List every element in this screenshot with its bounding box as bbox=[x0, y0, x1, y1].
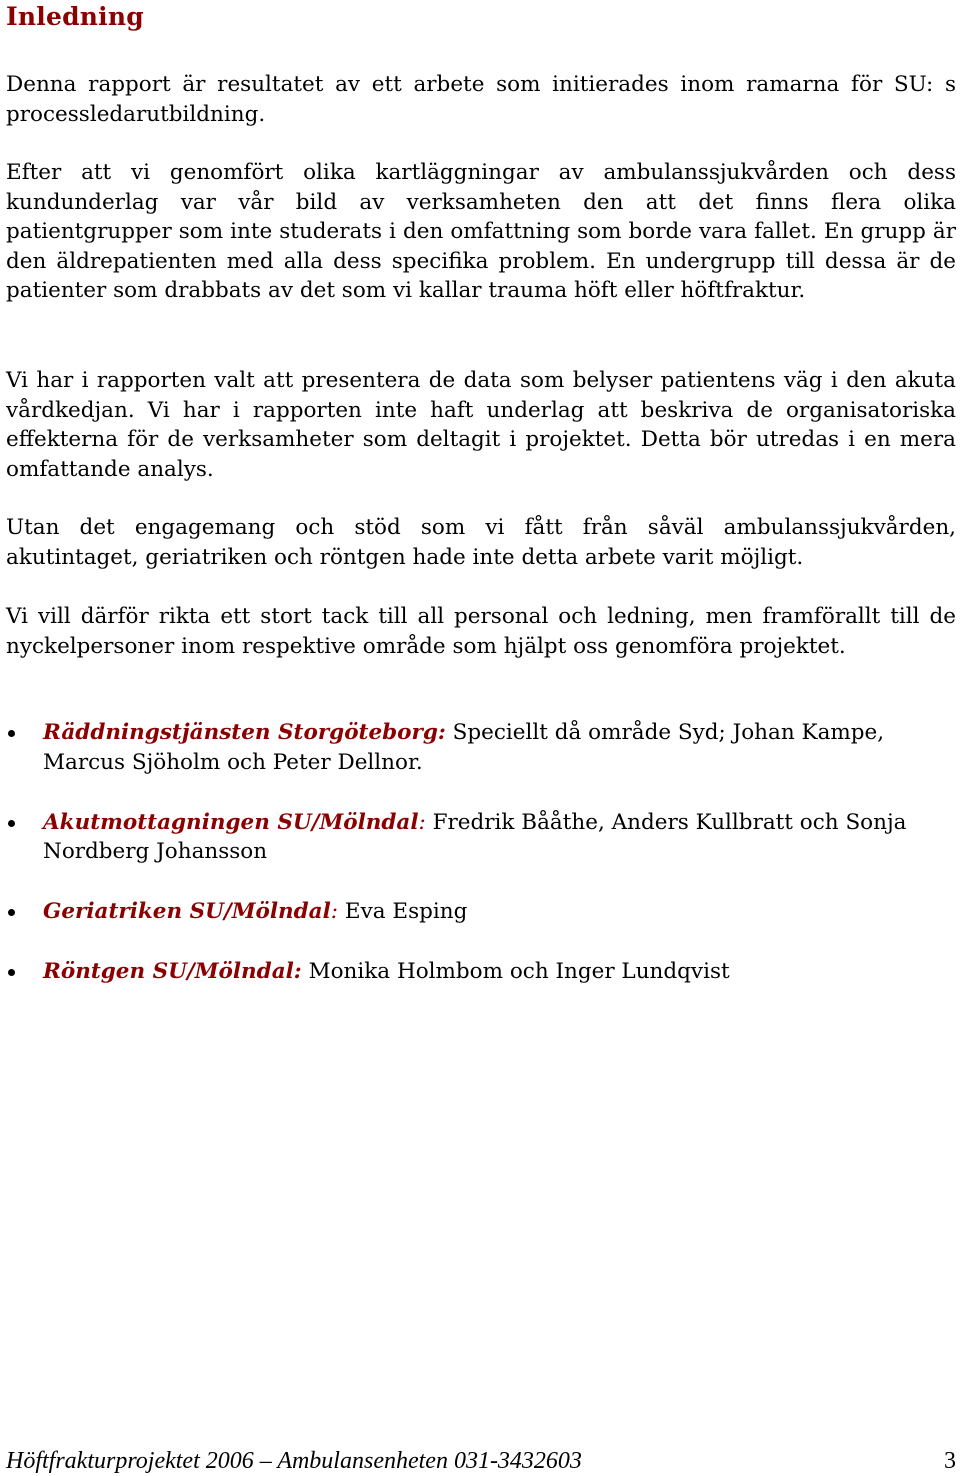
separator: : bbox=[330, 899, 339, 925]
separator: : bbox=[418, 809, 426, 835]
paragraph-background: Efter att vi genomfört olika kartläggningar av ambulanssjukvården och dess kundunderlag var vår bild av verksamheten den att det finns flera olika patientgrupper som inte studerats i den omfattning som borde vara fallet. En grupp är den äldrepatienten med alla dess specifika problem. En undergrupp till dessa är de patienter som drabbats av det som vi kallar trauma höft eller höftfraktur. bbox=[6, 160, 956, 304]
bullet-icon bbox=[8, 820, 15, 827]
bullet-icon bbox=[8, 730, 15, 737]
bullet-icon bbox=[8, 969, 15, 976]
list-item bbox=[6, 718, 956, 777]
bullet-icon bbox=[8, 909, 15, 916]
page-footer bbox=[6, 1446, 956, 1476]
paragraph-engagement: Utan det engagemang och stöd som vi fått från såväl ambulanssjukvården, akutintaget, geriatriken och röntgen hade inte detta arbete varit möjligt. bbox=[6, 515, 956, 570]
organization-name: Röntgen SU/Mölndal: bbox=[43, 959, 302, 985]
paragraph-scope: Vi har i rapporten valt att presentera de data som belyser patientens väg i den akuta vårdkedjan. Vi har i rapporten inte haft underlag att beskriva de organisatoriska effekterna för de verksamheter som deltagit i projektet. Detta bör utredas i en mera omfattande analys. bbox=[6, 368, 956, 482]
organization-name: Akutmottagningen SU/Mölndal bbox=[43, 809, 419, 835]
organization-name: Räddningstjänsten Storgöteborg: bbox=[43, 720, 446, 745]
paragraph-thanks: Vi vill därför rikta ett stort tack till all personal och ledning, men framförallt till de nyckelpersoner inom respektive område som hjälpt oss genomföra projektet. bbox=[6, 604, 956, 659]
list-item bbox=[6, 957, 956, 987]
section-heading: Inledning bbox=[6, 2, 144, 31]
list-item bbox=[6, 808, 956, 867]
page-number: 3 bbox=[944, 1448, 956, 1474]
footer-text: Höftfrakturprojektet 2006 – Ambulansenheten 031-3432603 bbox=[6, 1448, 582, 1474]
acknowledgement-list bbox=[6, 718, 956, 1018]
organization-name: Geriatriken SU/Mölndal bbox=[43, 899, 331, 925]
paragraph-intro: Denna rapport är resultatet av ett arbete som initierades inom ramarna för SU: s processledarutbildning. bbox=[6, 72, 956, 127]
contact-people: Monika Holmbom och Inger Lundqvist bbox=[301, 959, 730, 985]
list-item bbox=[6, 897, 956, 927]
contact-people: Fredrik Bååthe, Anders Kullbratt och Sonja Nordberg Johansson bbox=[43, 809, 907, 865]
contact-people: Eva Esping bbox=[338, 899, 468, 925]
contact-people: Speciellt då område Syd; Johan Kampe, Marcus Sjöholm och Peter Dellnor. bbox=[43, 720, 885, 775]
